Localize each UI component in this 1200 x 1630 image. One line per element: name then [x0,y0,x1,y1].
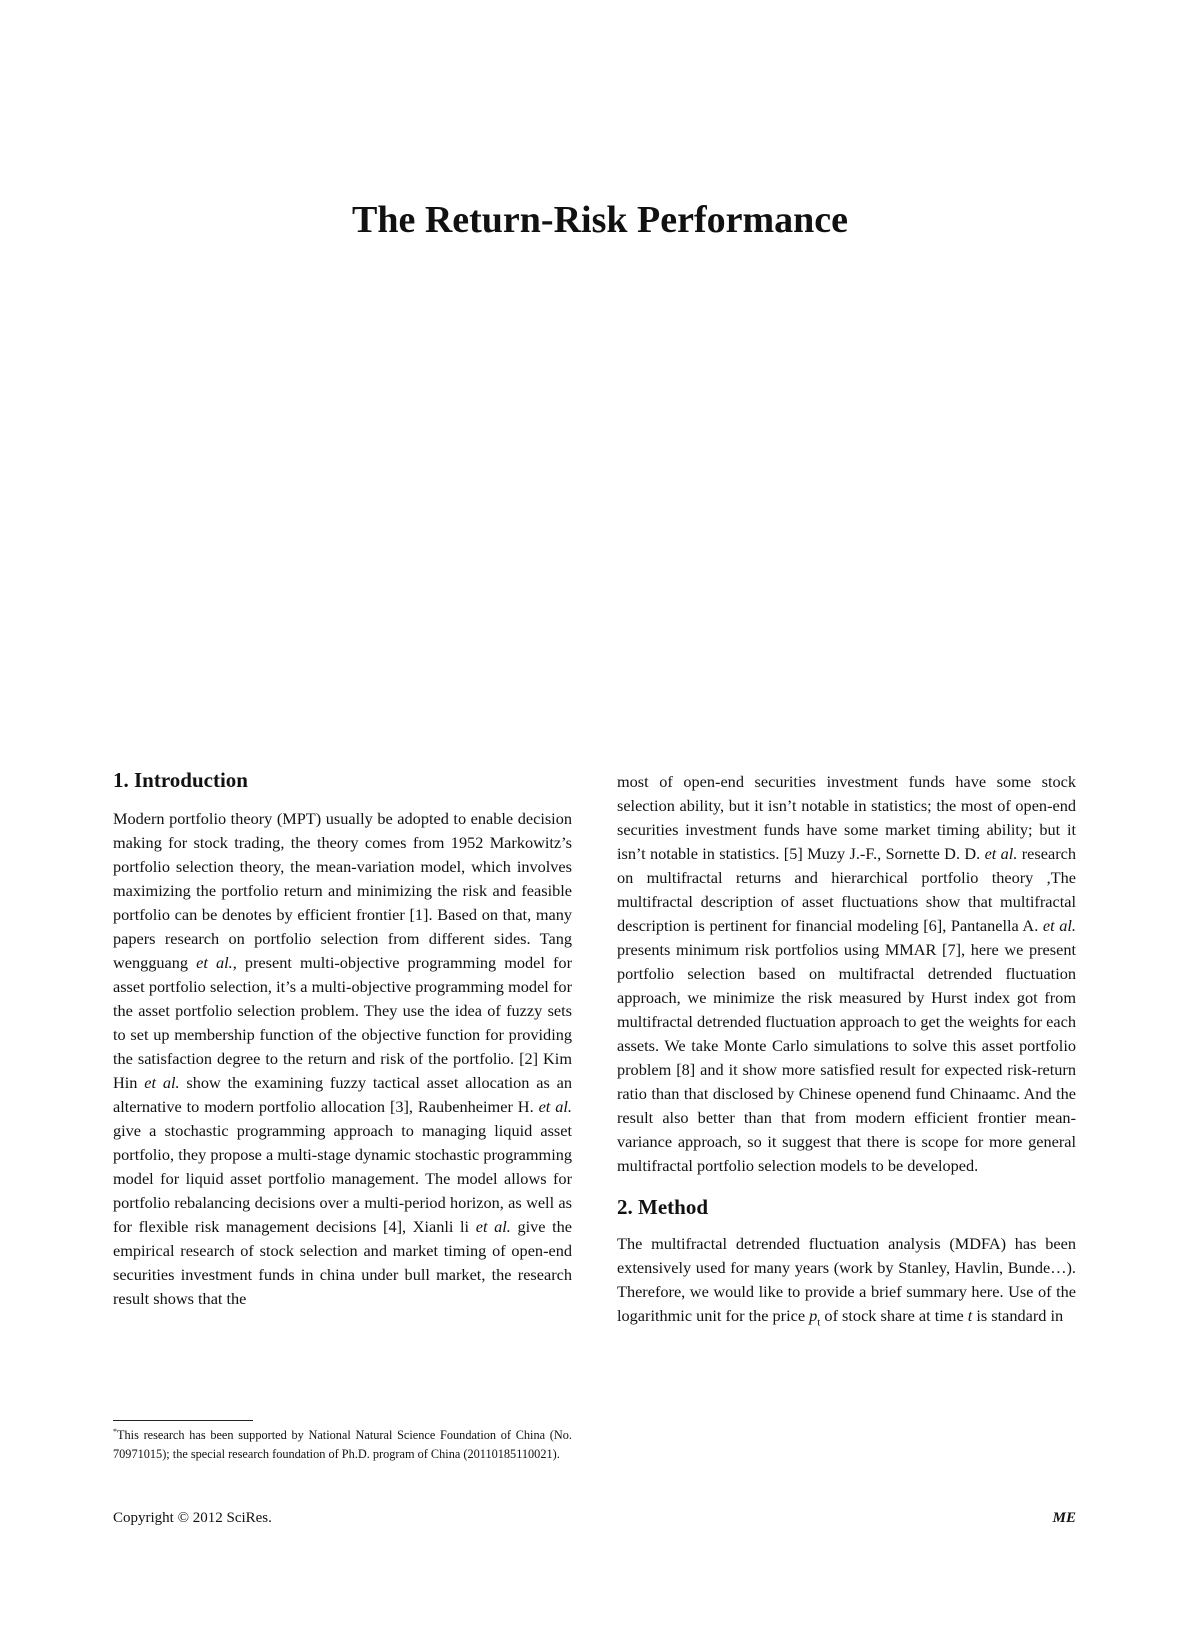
journal-abbreviation: ME [1052,1510,1076,1526]
intro-text-5: give the empirical research of stock selection and market timing of open-end securities investment funds in china under bull market, the research result shows that the [113,1217,573,1308]
et-al-2: et al. [144,1073,180,1092]
intro-text-1: Modern portfolio theory (MPT) usually be adopted to enable decision making for stock trading, the theory comes from 1952 Markowitz’s portfolio selection theory, the mean-variation model, which involves maximizing the portfolio return and minimizing the risk and feasible portfolio can be denotes by efficient frontier [1]. Based on that, many papers research on portfolio selection from different sides. Tang wengguang [113,809,572,972]
variable-t: t [967,1306,973,1325]
intro-text-3: show the examining fuzzy tactical asset allocation as an alternative to modern portfolio allocation [3], Raubenheimer H. [113,1073,572,1116]
variable-p: p [809,1306,818,1325]
footnote-divider [113,1420,253,1421]
introduction-paragraph-part-1 [113,807,572,1311]
et-al-6: et al. [1042,916,1076,935]
footnote-marker: * [113,1427,117,1436]
intro-right-text-3: presents minimum risk portfolios using MMAR [7], here we present portfolio selection based on multifractal detrended fluctuation approach, we minimize the risk measured by Hurst index got from multifractal detrended fluctuation approach to get the weights for each assets. We take Monte Carlo simulations to solve this asset portfolio problem [8] and it show more satisfied result for expected risk-return ratio than that disclosed by Chinese openend fund Chinaamc. And the result also better than that from modern efficient frontier mean-variance approach, so it suggest that there is scope for more general multifractal portfolio selection models to be developed. [617,940,1076,1175]
intro-right-text-1: most of open-end securities investment funds have some stock selection ability, but it isn’t notable in statistics; the most of open-end securities investment funds have some market timing ability; but it isn’t notable in statistics. [5] Muzy J.-F., Sornette D. D. [617,772,1076,863]
et-al-1: et al. [196,953,233,972]
left-column [113,767,572,1311]
paper-title: The Return-Risk Performance [351,199,848,241]
et-al-5: et al. [984,844,1018,863]
copyright-notice: Copyright © 2012 SciRes. [113,1510,272,1526]
method-paragraph [617,1232,1076,1334]
footnote [113,1422,572,1464]
right-column [617,770,1076,1334]
method-text-2: of stock share at time [820,1306,968,1325]
variable-p-subscript: t [817,1316,821,1329]
section-heading-method: 2. Method [617,1195,708,1219]
et-al-4: et al. [475,1217,511,1236]
introduction-paragraph-part-2 [617,770,1076,1178]
method-text-1: The multifractal detrended fluctuation analysis (MDFA) has been extensively used for many years (work by Stanley, Havlin, Bunde…). Therefore, we would like to provide a brief summary here. Use of the logarithmic unit for the price [617,1234,1076,1325]
et-al-3: et al. [538,1097,572,1116]
footnote-text: This research has been supported by National Natural Science Foundation of China (No. 70971015); the special research foundation of Ph.D. program of China (20110185110021). [113,1428,572,1462]
section-heading-introduction: 1. Introduction [113,768,248,792]
intro-text-4: give a stochastic programming approach to managing liquid asset portfolio, they propose a multi-stage dynamic stochastic programming model for liquid asset portfolio management. The model allows for portfolio rebalancing decisions over a multi-period horizon, as well as for flexible risk management decisions [4], Xianli li [113,1121,572,1236]
intro-right-text-2: research on multifractal returns and hierarchical portfolio theory ,The multifractal description of asset fluctuations show that multifractal description is pertinent for financial modeling [6], Pantanella A. [617,844,1076,935]
method-text-3: is standard in [972,1306,1064,1325]
intro-text-2: , present multi-objective programming model for asset portfolio selection, it’s a multi-objective programming model for the asset portfolio selection problem. They use the idea of fuzzy sets to set up membership function of the objective function for providing the satisfaction degree to the return and risk of the portfolio. [2] Kim Hin [113,953,572,1092]
